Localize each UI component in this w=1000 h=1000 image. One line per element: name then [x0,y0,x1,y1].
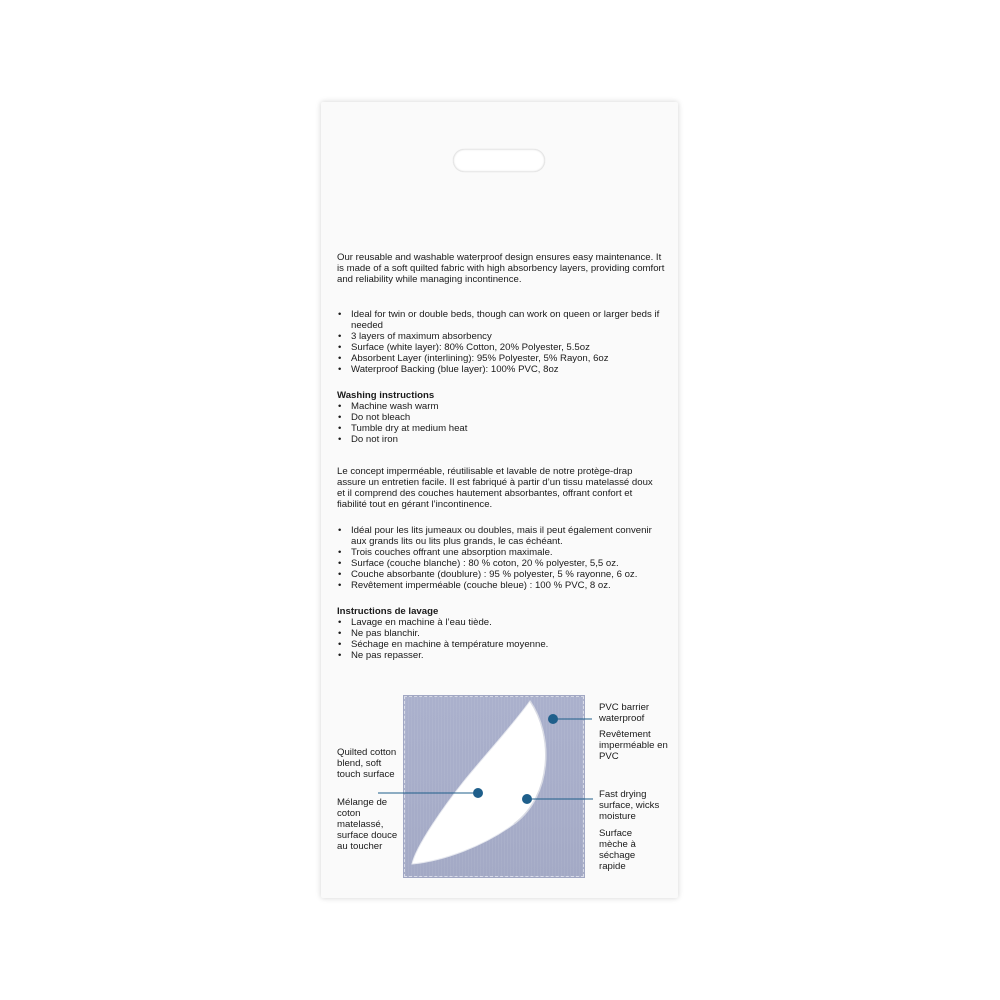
label-left-en: Quilted cotton blend, soft touch surface [337,747,397,780]
list-item: • Lavage en machine à l’eau tiède. [337,617,662,628]
list-item: • Surface (white layer): 80% Cotton, 20% Polyester, 5.5oz [337,342,662,353]
list-item: • Tumble dry at medium heat [337,423,662,434]
list-item: • Waterproof Backing (blue layer): 100% PVC, 8oz [337,364,662,375]
callout-dot-left [473,788,483,798]
list-item: • Absorbent Layer (interlining): 95% Polyester, 5% Rayon, 6oz [337,353,662,364]
list-item: • Trois couches offrant une absorption maximale. [337,547,662,558]
callout-dot-top-right [548,714,558,724]
list-item: • Machine wash warm [337,401,662,412]
list-item: • Ideal for twin or double beds, though can work on queen or larger beds if needed [337,309,662,331]
list-item: • Ne pas repasser. [337,650,662,661]
label-top-right-en: PVC barrier waterproof [599,702,650,724]
label-bottom-right-en: Fast drying surface, wicks moisture [599,789,660,822]
list-item: • Do not bleach [337,412,662,423]
washing-heading-fr: Instructions de lavage [337,606,439,617]
list-item: • Revêtement imperméable (couche bleue) : 100 % PVC, 8 oz. [337,580,662,591]
label-bottom-right-fr: Surface mèche à séchage rapide [599,828,636,872]
label-left-fr: Mélange de coton matelassé, surface douce au toucher [337,797,398,852]
callout-dot-bottom-right [522,794,532,804]
list-item: • Couche absorbante (doublure) : 95 % polyester, 5 % rayonne, 6 oz. [337,569,662,580]
washing-heading-en: Washing instructions [337,390,435,401]
list-item: • Ne pas blanchir. [337,628,662,639]
list-item: • Do not iron [337,434,662,445]
list-item: • Séchage en machine à température moyenne. [337,639,662,650]
list-item: • 3 layers of maximum absorbency [337,331,662,342]
list-item: • Surface (couche blanche) : 80 % coton, 20 % polyester, 5,5 oz. [337,558,662,569]
list-item: • Idéal pour les lits jumeaux ou doubles, mais il peut également convenir aux grands lits ou lits plus grands, le cas échéant. [337,525,662,547]
english-intro: Our reusable and washable waterproof design ensures easy maintenance. It is made of a soft quilted fabric with high absorbency layers, providing comfort and reliability while managing incontinence. [337,252,665,285]
french-intro: Le concept imperméable, réutilisable et lavable de notre protège-drap assure un entretien facile. Il est fabriqué à partir d’un tissu matelassé doux et il comprend des couches hautement absorbantes, offrant confort et fiabilité tout en gérant l’incontinence. [337,466,653,510]
label-top-right-fr: Revêtement imperméable en PVC [599,729,668,762]
